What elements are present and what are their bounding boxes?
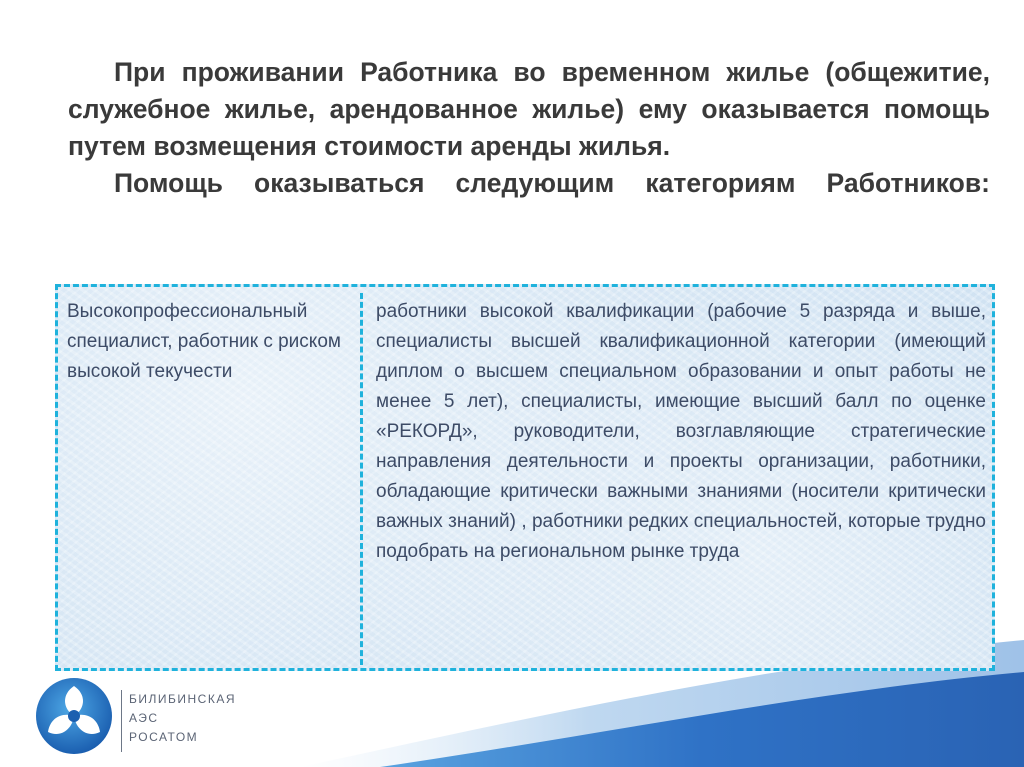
table-cell-description: работники высокой квалификации (рабочие 5 разряда и выше, специалисты высшей квалификационной категории (имеющий диплом о высшем специальном образовании и опыт работы не менее 5 лет), специалисты, имеющие высший балл по оценке «РЕКОРД», руководители, возглавляющие стратегические направления деятельности и проекты организации, работники, обладающие критически важными знаниями (носители критически важных знаний) , работники редких специальностей, которые трудно подобрать на региональном рынке труда	[376, 301, 986, 562]
rosatom-logo-icon	[34, 676, 114, 756]
company-logo-text	[121, 690, 236, 752]
categories-table	[55, 284, 995, 671]
table-cell-category: Высокопрофессиональный специалист, работник с риском высокой текучести	[67, 301, 341, 382]
intro-paragraph-1: При проживании Работника во временном жилье (общежитие, служебное жилье, арендованное жилье) ему оказывается помощь путем возмещения стоимости аренды жилья.	[68, 57, 990, 161]
intro-paragraph-2: Помощь оказываться следующим категориям Работников:	[114, 168, 990, 198]
intro-text	[68, 54, 990, 202]
table-column-divider	[360, 293, 363, 665]
logo-line-brand: РОСАТОМ	[129, 730, 199, 744]
logo-line-station: БИЛИБИНСКАЯ	[129, 692, 236, 706]
logo-line-type: АЭС	[129, 711, 159, 725]
